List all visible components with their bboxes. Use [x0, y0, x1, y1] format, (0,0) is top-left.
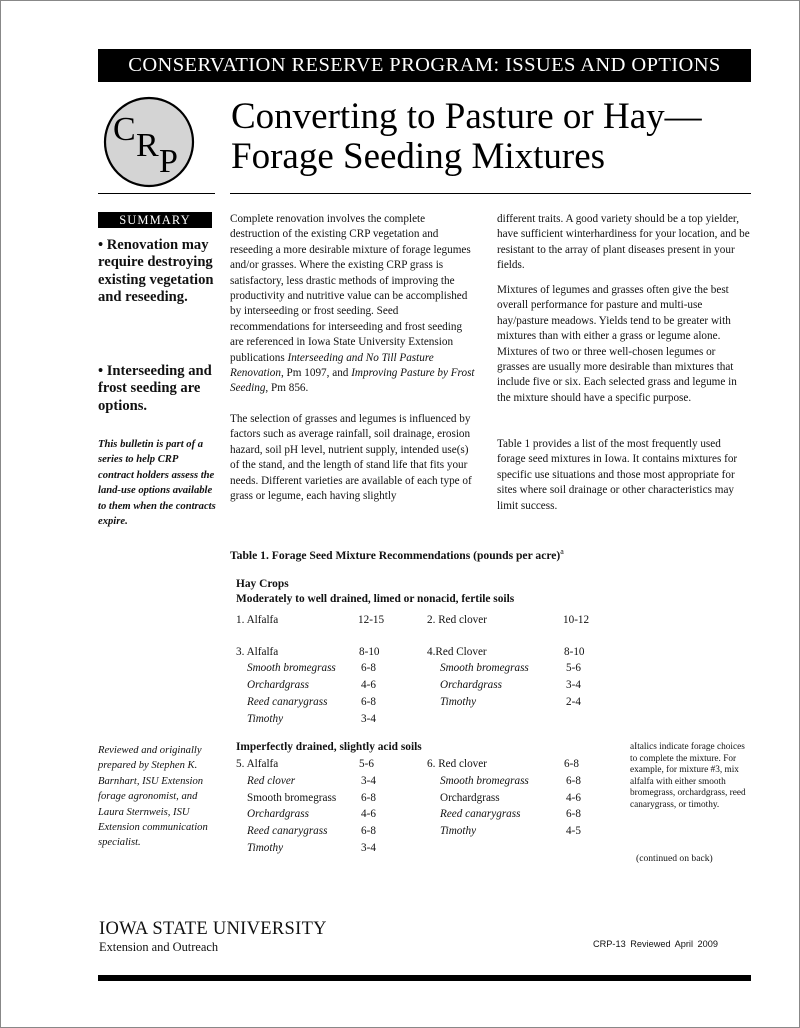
bottom-rule	[98, 975, 751, 981]
title-line-1: Converting to Pasture or Hay—	[231, 96, 702, 137]
mixture-6-item-rate: 6-8	[566, 808, 581, 820]
summary-bullet-renovation: • Renovation may require destroying existing vegetation and reseeding.	[98, 237, 214, 306]
mixture-4-item: Timothy	[440, 696, 477, 708]
mixture-4-item: Orchardgrass	[440, 679, 502, 691]
page-title	[231, 97, 751, 177]
rule-left	[98, 193, 215, 194]
publication-info: CRP-13 Reviewed April 2009	[593, 939, 718, 949]
mixture-6-item-rate: 6-8	[566, 775, 581, 787]
university-subtitle: Extension and Outreach	[99, 940, 219, 954]
mixture-1-rate: 12-15	[358, 614, 385, 626]
title-line-2: Forage Seeding Mixtures	[231, 136, 606, 177]
mixture-5-item: Reed canarygrass	[247, 825, 328, 837]
mixture-5-item-rate: 4-6	[361, 808, 376, 820]
svg-text:C: C	[113, 111, 136, 148]
section-soil-imperfectly-drained: Imperfectly drained, slightly acid soils	[236, 741, 422, 753]
mixture-3-item: Smooth bromegrass	[247, 662, 336, 674]
mixture-3-item-rate: 6-8	[361, 662, 376, 674]
author-credit: Reviewed and originally prepared by Stephen K. Barnhart, ISU Extension forage agronomist, and Laura Sternweis, ISU Extension communication specialist.	[98, 745, 208, 849]
mixture-4-rate: 8-10	[564, 646, 585, 658]
mixture-4-item-rate: 5-6	[566, 662, 581, 674]
mixture-4-name: 4.Red Clover	[427, 646, 487, 658]
mixture-6-item-rate: 4-6	[566, 792, 581, 804]
mixture-4-item-rate: 3-4	[566, 679, 581, 691]
mixture-3-rate: 8-10	[359, 646, 380, 658]
mixture-6-name: 6. Red clover	[427, 758, 487, 770]
svg-text:R: R	[136, 127, 159, 164]
mixture-3-item: Timothy	[247, 713, 284, 725]
mixture-3-item-rate: 4-6	[361, 679, 376, 691]
body-paragraph-1: Complete renovation involves the complete destruction of the existing CRP vegetation and reseeding a more desirable mixture of forage legumes and/or grasses. Where the existing CRP grass is satisfactory, less drastic methods of improving the productivity and nutritive value can be accomplished by interseeding or frost seeding. Seed recommendations for interseeding and frost seeding are referenced in Iowa State University Extension publications Interseeding and No Till Pasture Renovation, Pm 1097, and Improving Pasture by Frost Seeding, Pm 856.	[230, 213, 475, 395]
continued-note: (continued on back)	[636, 853, 713, 864]
mixture-1-name: 1. Alfalfa	[236, 614, 279, 626]
mixture-2-rate: 10-12	[563, 614, 590, 626]
table-footnote: aItalics indicate forage choices to complete the mixture. For example, for mixture #3, mix alfalfa with either smooth bromegrass, orchardgrass, reed canarygrass, or timothy.	[630, 742, 746, 810]
body-paragraph-4: Mixtures of legumes and grasses often give the best overall performance for pasture and multi-use hay/pasture meadows. Yields tend to be greater with mixtures than with either a grass or legume alone. Mixtures of two or three well-chosen legumes or grasses are usually more desirable than mixtures that include five or six. Each selected grass and legume in the mixture should have a specific purpose.	[497, 284, 737, 404]
mixture-2-name: 2. Red clover	[427, 614, 487, 626]
mixture-5-item-rate: 3-4	[361, 775, 376, 787]
mixture-5-item-rate: 6-8	[361, 792, 376, 804]
summary-heading: SUMMARY	[98, 212, 212, 228]
mixture-5-item: Red clover	[247, 775, 296, 787]
mixture-5-item: Smooth bromegrass	[247, 792, 337, 804]
mixture-3-item-rate: 6-8	[361, 696, 376, 708]
section-soil-well-drained: Moderately to well drained, limed or nonacid, fertile soils	[236, 593, 515, 605]
crp-circle-logo	[97, 96, 201, 188]
mixture-6-item: Reed canarygrass	[440, 808, 521, 820]
mixture-3-item: Orchardgrass	[247, 679, 309, 691]
summary-note: This bulletin is part of a series to help CRP contract holders assess the land-use options available to them when the contracts expire.	[98, 439, 216, 528]
mixture-6-item: Timothy	[440, 825, 477, 837]
svg-text:P: P	[159, 143, 178, 180]
mixture-3-name: 3. Alfalfa	[236, 646, 279, 658]
mixture-6-rate: 6-8	[564, 758, 579, 770]
mixture-6-item: Orchardgrass	[440, 792, 500, 804]
mixture-4-item: Smooth bromegrass	[440, 662, 529, 674]
mixture-3-item: Reed canarygrass	[247, 696, 328, 708]
body-paragraph-2: The selection of grasses and legumes is influenced by factors such as average rainfall, soil drainage, erosion hazard, soil pH level, nutrient supply, intended use(s) of the stand, and the length of stand life that fits your needs. Different varieties are available of each type of grass or legume, each having slightly	[230, 413, 472, 503]
series-banner: CONSERVATION RESERVE PROGRAM: ISSUES AND OPTIONS	[98, 49, 751, 82]
mixture-5-item: Orchardgrass	[247, 808, 309, 820]
mixture-5-item: Timothy	[247, 842, 284, 854]
mixture-6-item: Smooth bromegrass	[440, 775, 529, 787]
body-paragraph-3: different traits. A good variety should be a top yielder, have sufficient winterhardiness for your location, and be resistant to the array of plant diseases present in your fields.	[497, 213, 750, 272]
summary-bullet-interseeding: • Interseeding and frost seeding are options.	[98, 363, 212, 414]
mixture-5-item-rate: 3-4	[361, 842, 376, 854]
mixture-3-item-rate: 3-4	[361, 713, 376, 725]
mixture-6-item-rate: 4-5	[566, 825, 581, 837]
table-title: Table 1. Forage Seed Mixture Recommendations (pounds per acre)$^a$	[230, 547, 564, 562]
mixture-4-item-rate: 2-4	[566, 696, 581, 708]
mixture-5-item-rate: 6-8	[361, 825, 376, 837]
body-paragraph-5: Table 1 provides a list of the most frequently used forage seed mixtures in Iowa. It contains mixtures for specific use situations and those most appropriate for sites where soil drainage or other characteristics may limit success.	[497, 438, 738, 512]
section-hay-crops: Hay Crops	[236, 578, 289, 590]
rule-right	[230, 193, 751, 194]
mixture-5-name: 5. Alfalfa	[236, 758, 279, 770]
mixture-5-rate: 5-6	[359, 758, 374, 770]
university-name: IOWA STATE UNIVERSITY	[99, 919, 327, 939]
